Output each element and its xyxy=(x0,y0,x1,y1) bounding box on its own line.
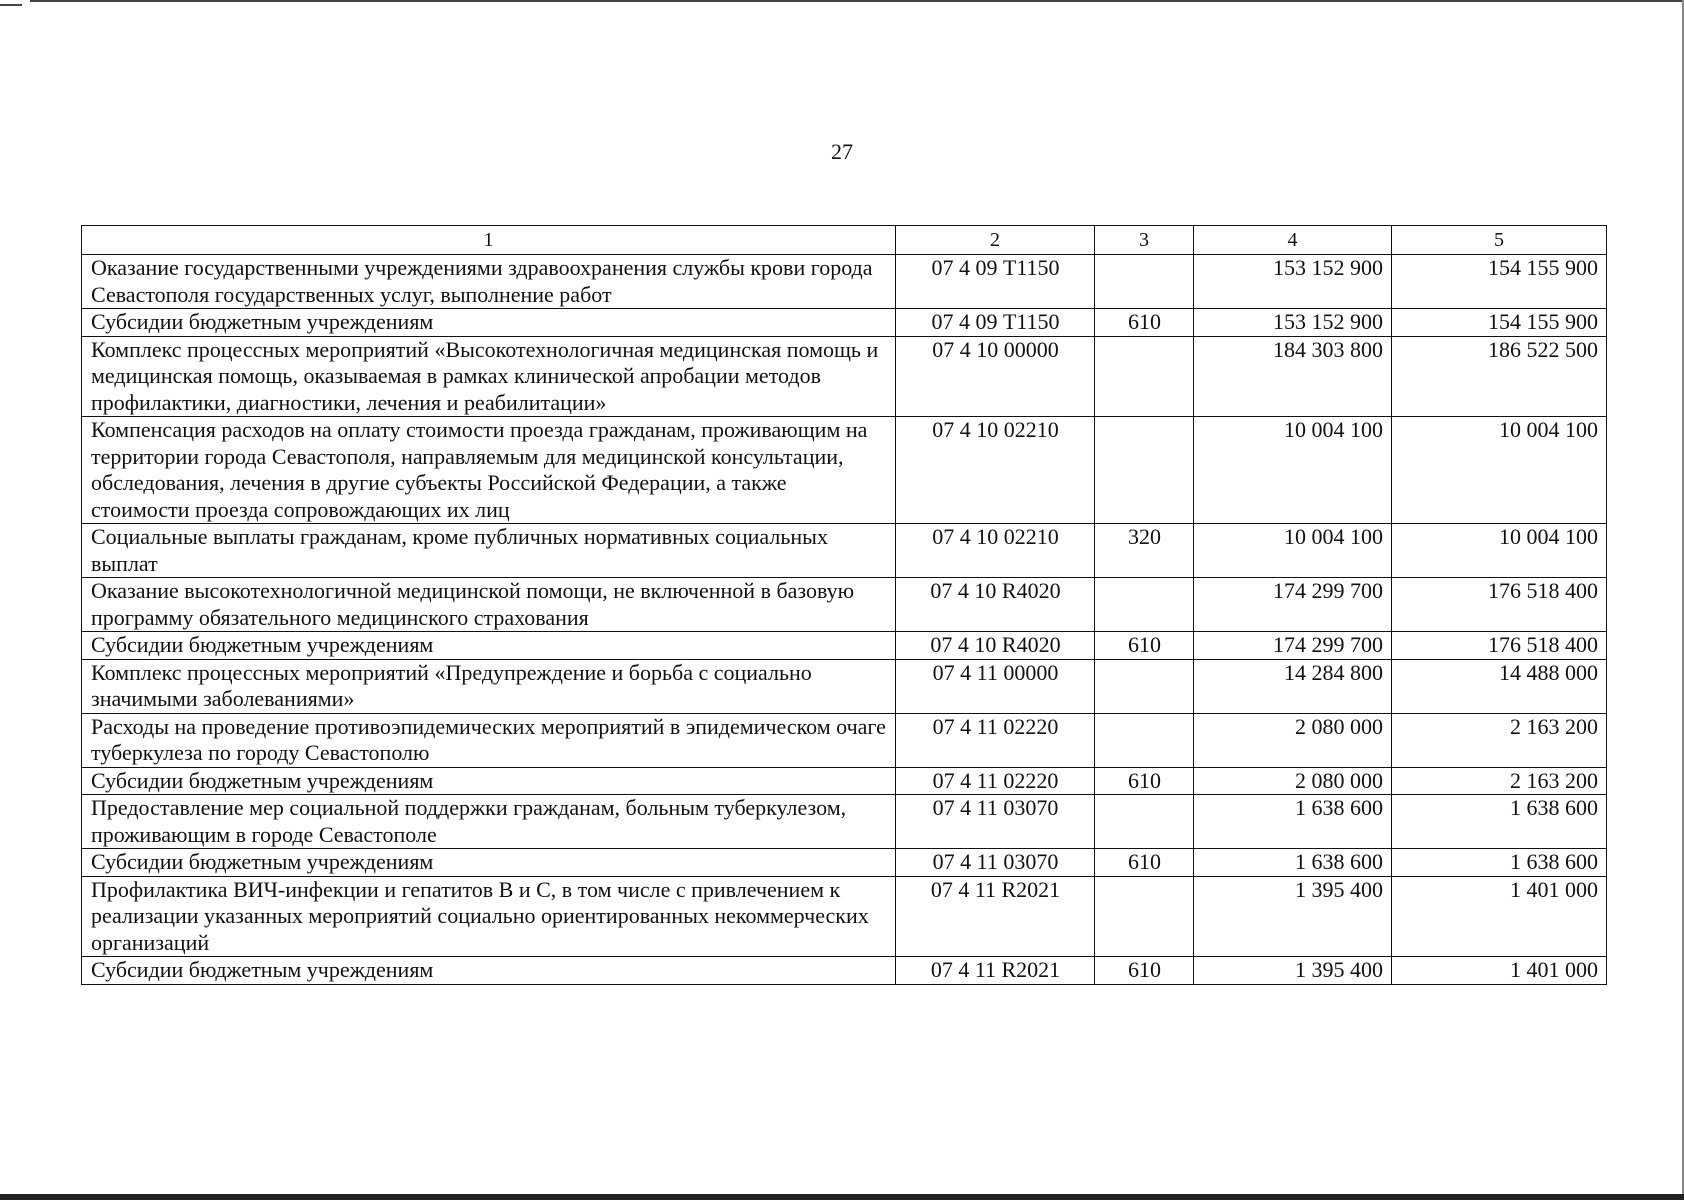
table-row xyxy=(82,659,1607,713)
table-header xyxy=(82,226,1607,255)
row-name-cell: Предоставление мер социальной поддержки гражданам, больным туберкулезом, проживающим в городе Севастополе xyxy=(82,795,896,849)
row-code-cell: 07 4 11 R2021 xyxy=(896,957,1095,985)
row-name-cell: Профилактика ВИЧ-инфекции и гепатитов В и С, в том числе с привлечением к реализации указанных мероприятий социально ориентированных некоммерческих организаций xyxy=(82,876,896,957)
row-name-cell: Субсидии бюджетным учреждениям xyxy=(82,632,896,660)
row-name-cell: Компенсация расходов на оплату стоимости проезда гражданам, проживающим на территории города Севастополя, направляемым для медицинской консультации, обследования, лечения в другие субъекты Российской Федерации, а также стоимости проезда сопровождающих их лиц xyxy=(82,417,896,524)
budget-table xyxy=(81,225,1607,985)
scan-edge-bottom xyxy=(0,1194,1684,1200)
row-amount-year1-cell: 153 152 900 xyxy=(1194,309,1392,337)
row-amount-year2-cell: 1 638 600 xyxy=(1392,849,1607,877)
row-expense-type-cell xyxy=(1095,795,1194,849)
header-col-3: 3 xyxy=(1095,226,1194,255)
row-name-cell: Оказание государственными учреждениями здравоохранения службы крови города Севастополя государственных услуг, выполнение работ xyxy=(82,255,896,309)
scan-edge-top-left xyxy=(0,4,22,6)
row-code-cell: 07 4 09 Т1150 xyxy=(896,309,1095,337)
row-amount-year2-cell: 154 155 900 xyxy=(1392,255,1607,309)
table-body xyxy=(82,255,1607,985)
row-amount-year2-cell: 14 488 000 xyxy=(1392,659,1607,713)
table-row xyxy=(82,713,1607,767)
row-amount-year1-cell: 174 299 700 xyxy=(1194,578,1392,632)
row-name-cell: Субсидии бюджетным учреждениям xyxy=(82,767,896,795)
row-amount-year1-cell: 1 395 400 xyxy=(1194,876,1392,957)
table-row xyxy=(82,632,1607,660)
row-amount-year1-cell: 1 638 600 xyxy=(1194,795,1392,849)
scan-edge-top xyxy=(30,0,1684,2)
row-amount-year2-cell: 1 401 000 xyxy=(1392,957,1607,985)
row-expense-type-cell: 610 xyxy=(1095,849,1194,877)
row-expense-type-cell: 610 xyxy=(1095,632,1194,660)
row-amount-year1-cell: 1 638 600 xyxy=(1194,849,1392,877)
row-code-cell: 07 4 09 Т1150 xyxy=(896,255,1095,309)
table-row xyxy=(82,876,1607,957)
table-row xyxy=(82,417,1607,524)
row-amount-year2-cell: 1 401 000 xyxy=(1392,876,1607,957)
table-row xyxy=(82,309,1607,337)
table-row xyxy=(82,767,1607,795)
row-expense-type-cell xyxy=(1095,578,1194,632)
row-name-cell: Оказание высокотехнологичной медицинской помощи, не включенной в базовую программу обязательного медицинского страхования xyxy=(82,578,896,632)
row-amount-year2-cell: 2 163 200 xyxy=(1392,713,1607,767)
row-amount-year1-cell: 174 299 700 xyxy=(1194,632,1392,660)
row-amount-year1-cell: 2 080 000 xyxy=(1194,713,1392,767)
row-expense-type-cell xyxy=(1095,417,1194,524)
header-col-1: 1 xyxy=(82,226,896,255)
table-row xyxy=(82,255,1607,309)
row-amount-year2-cell: 186 522 500 xyxy=(1392,336,1607,417)
table-row xyxy=(82,795,1607,849)
row-name-cell: Субсидии бюджетным учреждениям xyxy=(82,957,896,985)
header-col-4: 4 xyxy=(1194,226,1392,255)
row-name-cell: Комплекс процессных мероприятий «Предупреждение и борьба с социально значимыми заболеваниями» xyxy=(82,659,896,713)
row-code-cell: 07 4 10 02210 xyxy=(896,524,1095,578)
row-expense-type-cell xyxy=(1095,255,1194,309)
header-col-2: 2 xyxy=(896,226,1095,255)
table-row xyxy=(82,957,1607,985)
row-amount-year1-cell: 153 152 900 xyxy=(1194,255,1392,309)
row-name-cell: Комплекс процессных мероприятий «Высокотехнологичная медицинская помощь и медицинская помощь, оказываемая в рамках клинической апробации методов профилактики, диагностики, лечения и реабилитации» xyxy=(82,336,896,417)
header-col-5: 5 xyxy=(1392,226,1607,255)
row-amount-year2-cell: 10 004 100 xyxy=(1392,417,1607,524)
table-row xyxy=(82,578,1607,632)
row-name-cell: Социальные выплаты гражданам, кроме публичных нормативных социальных выплат xyxy=(82,524,896,578)
row-amount-year1-cell: 2 080 000 xyxy=(1194,767,1392,795)
table-row xyxy=(82,524,1607,578)
row-expense-type-cell: 610 xyxy=(1095,309,1194,337)
row-code-cell: 07 4 10 00000 xyxy=(896,336,1095,417)
row-expense-type-cell: 320 xyxy=(1095,524,1194,578)
row-name-cell: Субсидии бюджетным учреждениям xyxy=(82,849,896,877)
row-code-cell: 07 4 11 R2021 xyxy=(896,876,1095,957)
row-expense-type-cell xyxy=(1095,713,1194,767)
page-number: 27 xyxy=(831,139,853,164)
row-code-cell: 07 4 10 R4020 xyxy=(896,632,1095,660)
header-row xyxy=(82,226,1607,255)
row-amount-year2-cell: 176 518 400 xyxy=(1392,632,1607,660)
row-amount-year2-cell: 10 004 100 xyxy=(1392,524,1607,578)
row-amount-year2-cell: 2 163 200 xyxy=(1392,767,1607,795)
row-amount-year1-cell: 184 303 800 xyxy=(1194,336,1392,417)
row-code-cell: 07 4 10 R4020 xyxy=(896,578,1095,632)
table-row xyxy=(82,336,1607,417)
row-amount-year2-cell: 154 155 900 xyxy=(1392,309,1607,337)
row-name-cell: Субсидии бюджетным учреждениям xyxy=(82,309,896,337)
row-code-cell: 07 4 11 02220 xyxy=(896,767,1095,795)
table-row xyxy=(82,849,1607,877)
row-code-cell: 07 4 10 02210 xyxy=(896,417,1095,524)
row-amount-year1-cell: 10 004 100 xyxy=(1194,417,1392,524)
row-code-cell: 07 4 11 03070 xyxy=(896,849,1095,877)
row-amount-year2-cell: 1 638 600 xyxy=(1392,795,1607,849)
row-expense-type-cell xyxy=(1095,876,1194,957)
row-amount-year2-cell: 176 518 400 xyxy=(1392,578,1607,632)
row-amount-year1-cell: 1 395 400 xyxy=(1194,957,1392,985)
row-code-cell: 07 4 11 03070 xyxy=(896,795,1095,849)
row-amount-year1-cell: 10 004 100 xyxy=(1194,524,1392,578)
row-expense-type-cell xyxy=(1095,659,1194,713)
row-amount-year1-cell: 14 284 800 xyxy=(1194,659,1392,713)
row-code-cell: 07 4 11 00000 xyxy=(896,659,1095,713)
row-expense-type-cell: 610 xyxy=(1095,957,1194,985)
row-name-cell: Расходы на проведение противоэпидемических мероприятий в эпидемическом очаге туберкулеза по городу Севастополю xyxy=(82,713,896,767)
row-expense-type-cell xyxy=(1095,336,1194,417)
row-code-cell: 07 4 11 02220 xyxy=(896,713,1095,767)
row-expense-type-cell: 610 xyxy=(1095,767,1194,795)
